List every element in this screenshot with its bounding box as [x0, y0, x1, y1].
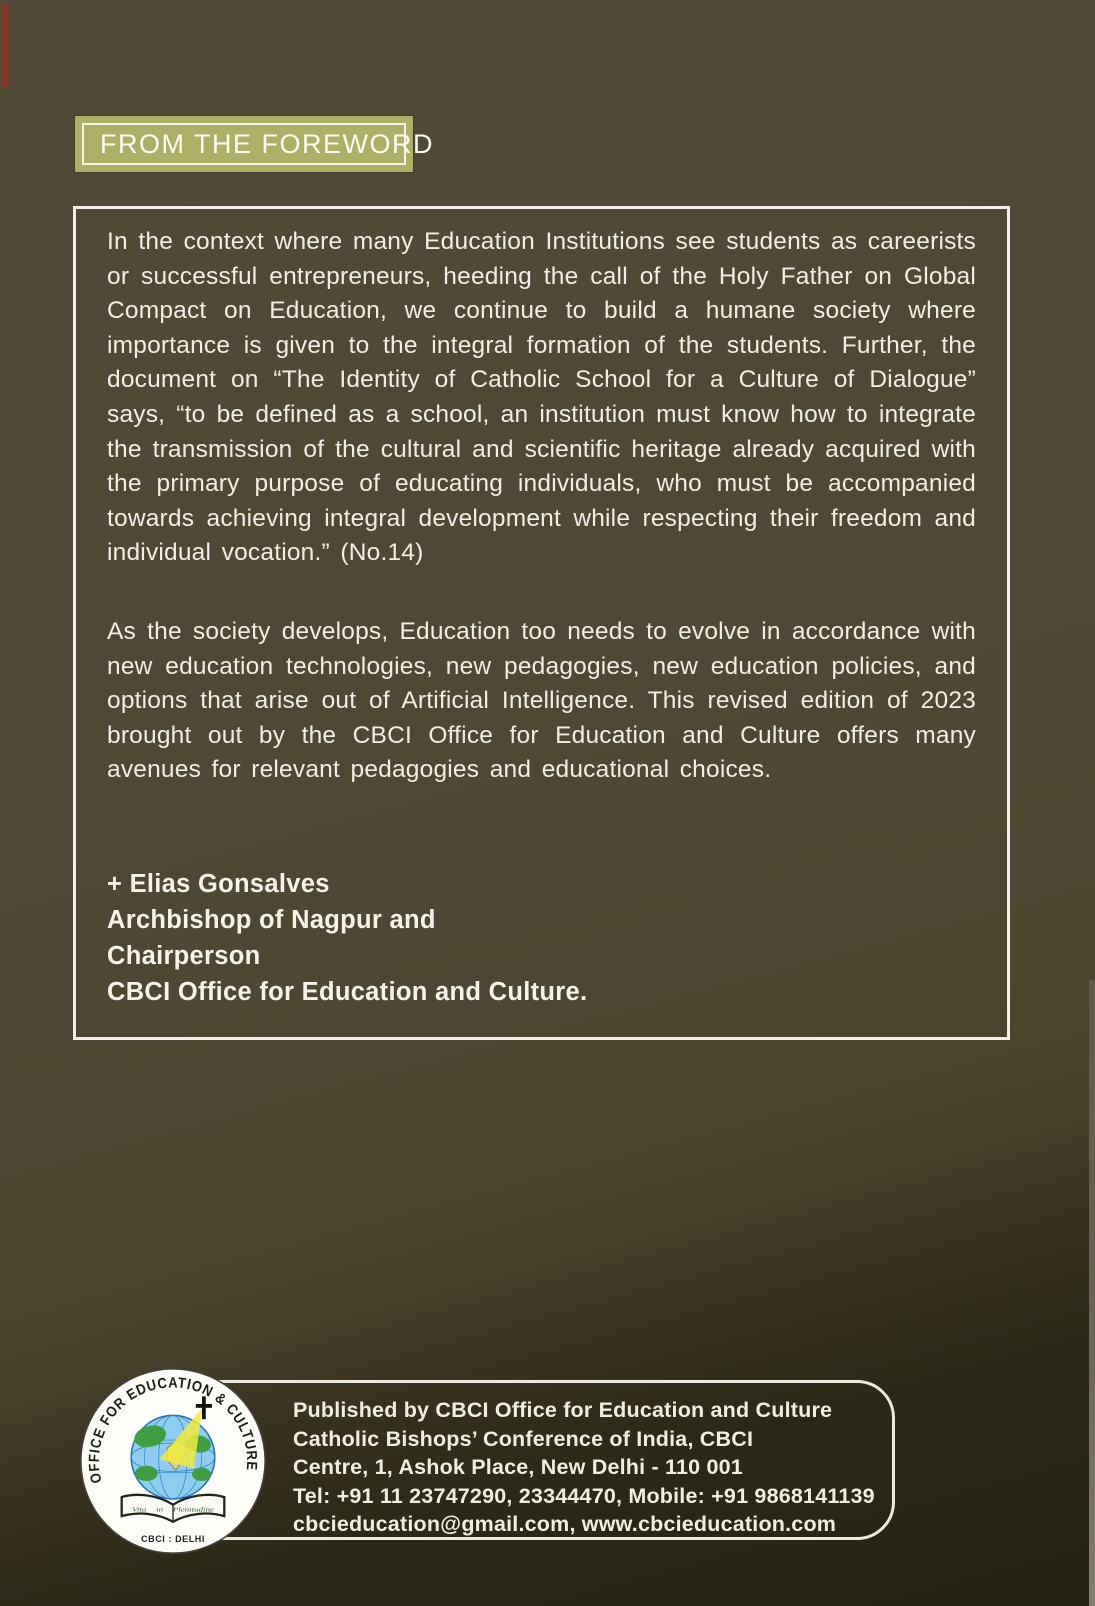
publisher-line-2: Catholic Bishops’ Conference of India, CBCI: [293, 1426, 754, 1451]
foreword-heading-frame: [82, 123, 434, 165]
logo-caption: CBCI : DELHI: [141, 1533, 205, 1544]
signature-title-1: Archbishop of Nagpur and: [107, 905, 436, 934]
logo-arc-text: OFFICE FOR EDUCATION & CULTURE: [86, 1375, 260, 1485]
logo-motto: Vita in Plenitudine: [132, 1506, 214, 1514]
spine-mark: [2, 3, 10, 87]
publisher-line-1: Published by CBCI Office for Education and Culture: [293, 1398, 833, 1422]
signature-name: + Elias Gonsalves: [107, 869, 330, 898]
cbci-logo-svg: [78, 1366, 268, 1556]
signature-title-2: Chairperson: [107, 941, 261, 970]
publisher-line-3: Centre, 1, Ashok Place, New Delhi - 110 001: [293, 1455, 743, 1479]
publisher-phone-line: Tel: +91 11 23747290, 23344470, Mobile: +91 9868141139: [293, 1483, 875, 1508]
page-edge-highlight: [1089, 980, 1095, 1606]
signature-block: [107, 866, 976, 1010]
page-title: FROM THE FOREWORD: [100, 128, 434, 159]
foreword-paragraph-1: In the context where many Education Institutions see students as careerists or successful entrepreneurs, heeding the call of the Holy Father on Global Compact on Education, we continue to build a humane society where importance is given to the integral formation of the students. Further, the document on “The Identity of Catholic School for a Culture of Dialogue” says, “to be defined as a school, an institution must know how to integrate the transmission of the cultural and scientific heritage already acquired with the primary purpose of educating individuals, who must be accompanied towards achieving integral development while respecting their freedom and individual vocation.” (No.14): [107, 228, 976, 567]
foreword-paragraph-2: As the society develops, Education too needs to evolve in accordance with new education technologies, new pedagogies, new education policies, and options that arise out of Artificial Intelligence. This revised edition of 2023 brought out by the CBCI Office for Education and Culture offers many avenues for relevant pedagogies and educational choices.: [107, 617, 976, 784]
signature-title-3: CBCI Office for Education and Culture.: [107, 977, 588, 1006]
foreword-heading-box: [75, 116, 434, 172]
foreword-text-box: [73, 206, 1010, 1040]
cbci-logo: [78, 1366, 268, 1556]
publisher-web-line: cbcieducation@gmail.com, www.cbcieducation.com: [293, 1512, 837, 1536]
